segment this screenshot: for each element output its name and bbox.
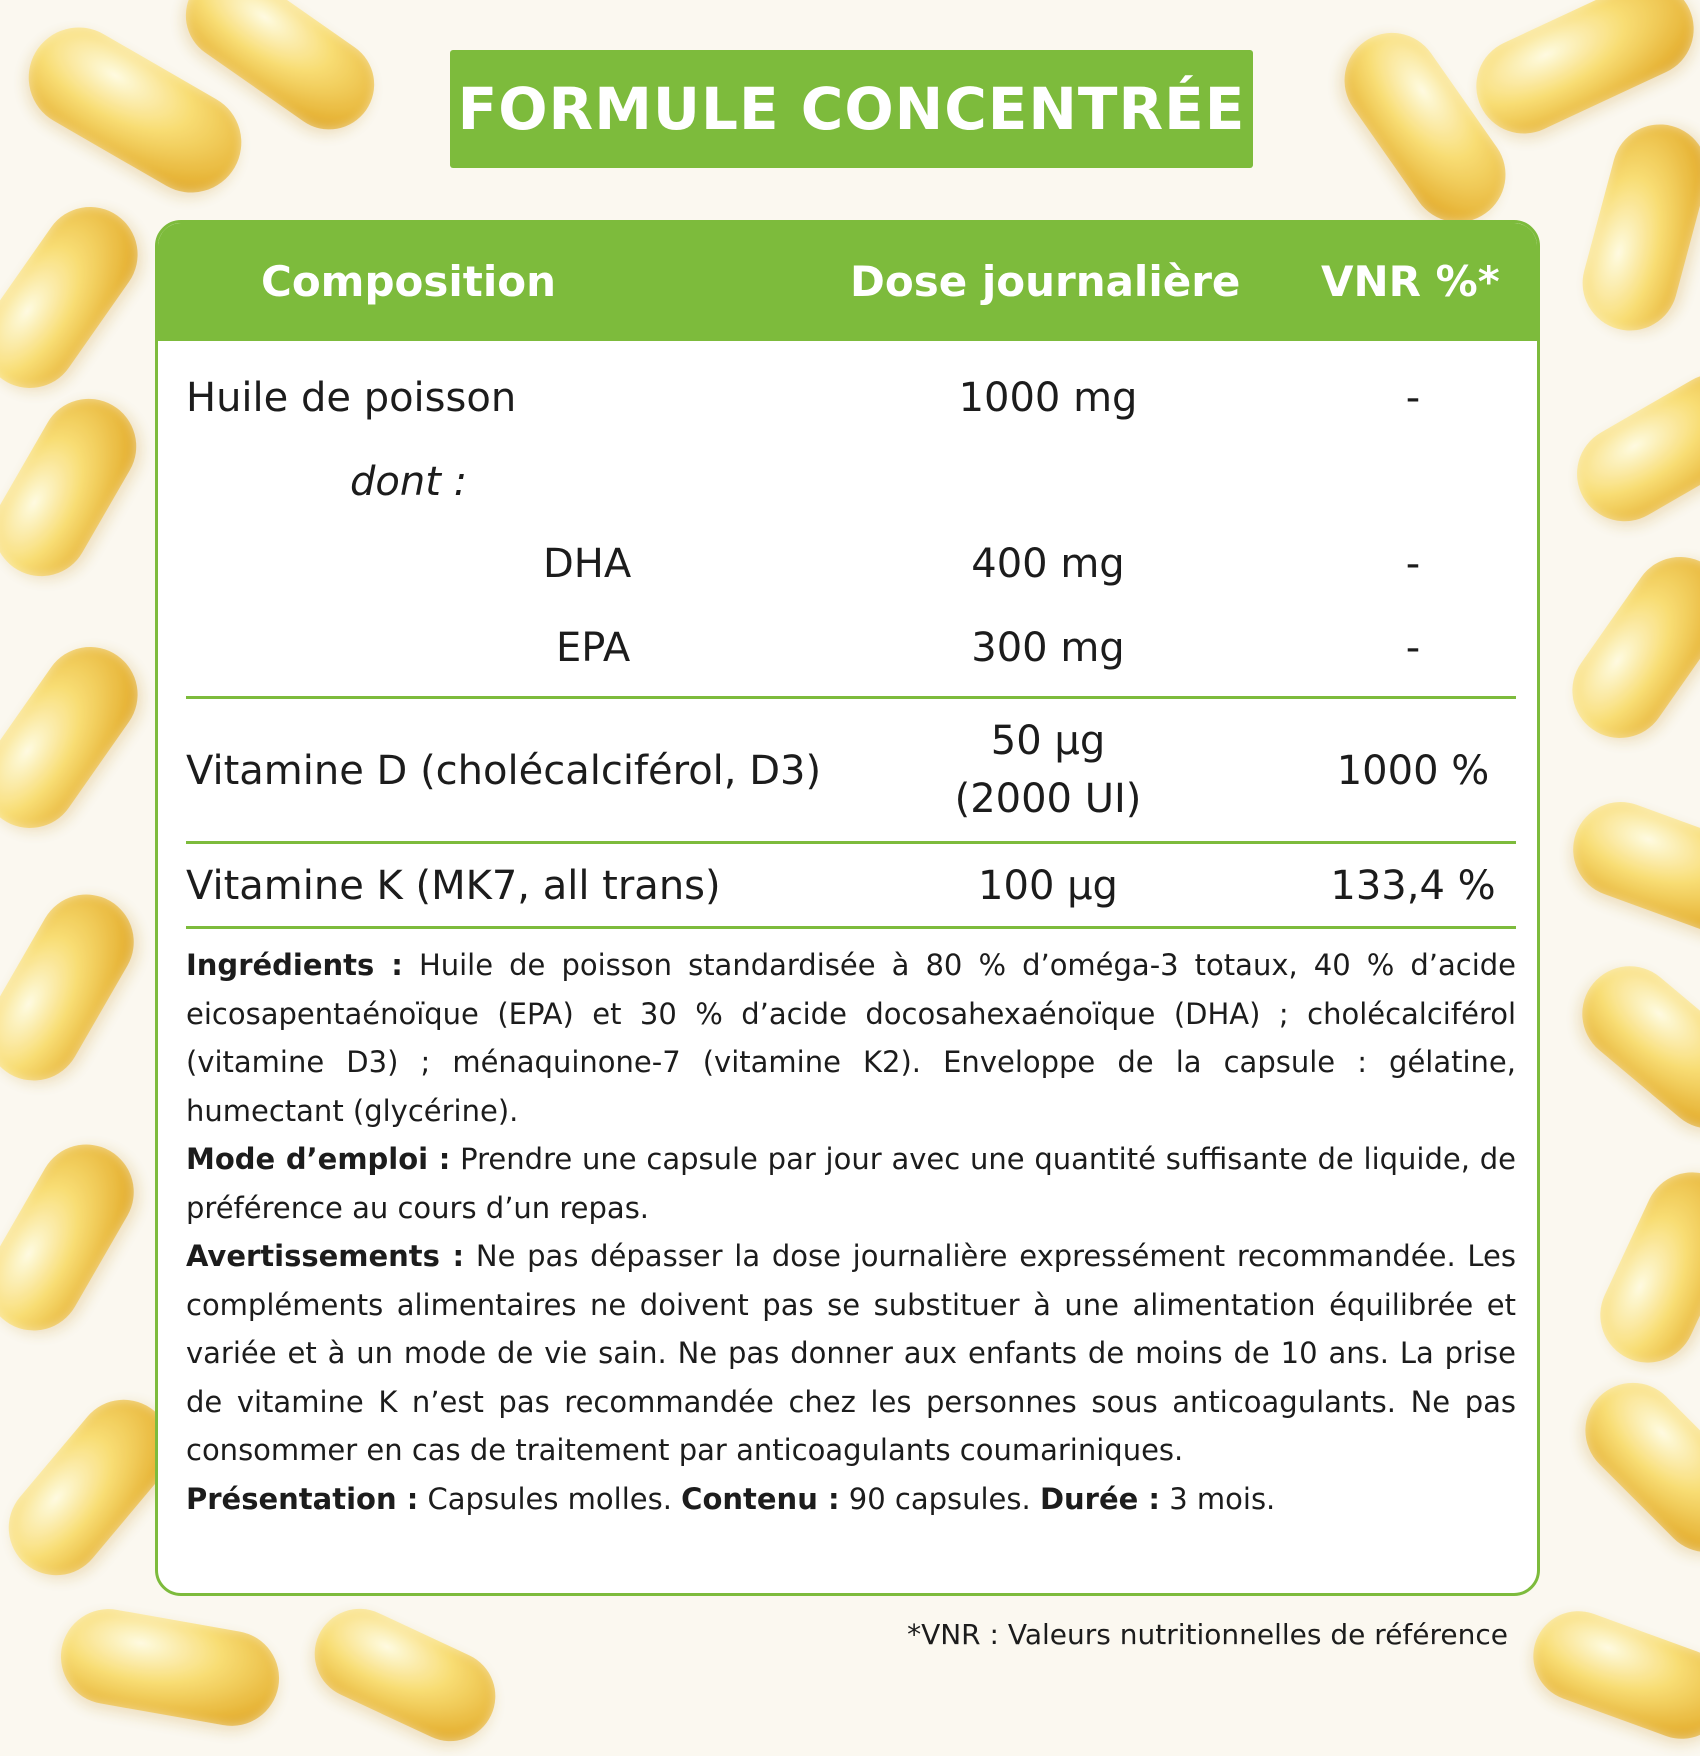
contenu-text: 90 capsules. bbox=[848, 1481, 1031, 1516]
duree-text: 3 mois. bbox=[1169, 1481, 1276, 1516]
row-divider bbox=[186, 926, 1516, 929]
usage-paragraph bbox=[186, 1135, 1516, 1232]
row-dose: 400 mg bbox=[971, 541, 1125, 587]
presentation-label: Présentation : bbox=[186, 1481, 419, 1516]
capsule-image bbox=[1560, 356, 1700, 538]
header-composition: Composition bbox=[261, 257, 556, 306]
row-vnr: - bbox=[1405, 375, 1421, 421]
capsule-image bbox=[53, 1602, 286, 1734]
warnings-label: Avertissements : bbox=[186, 1239, 465, 1273]
composition-card bbox=[155, 220, 1540, 1596]
capsule-image bbox=[1521, 1599, 1700, 1752]
row-vnr: 1000 % bbox=[1336, 748, 1490, 794]
title-banner bbox=[450, 50, 1253, 168]
presentation-text: Capsules molles. bbox=[427, 1481, 672, 1516]
capsule-image bbox=[1554, 538, 1700, 756]
row-composition: DHA bbox=[543, 541, 632, 587]
row-composition: EPA bbox=[556, 625, 631, 671]
capsule-image bbox=[0, 628, 156, 846]
capsule-image bbox=[1560, 789, 1700, 947]
duree-label: Durée : bbox=[1039, 1481, 1161, 1516]
warnings-text: Ne pas dépasser la dose journalière expressément recommandée. Les compléments alimentaires ne doivent pas se substituer à une alimentation équilibrée et variée et à un mode de vie sain. Ne pas donner aux enfants de moins de 10 ans. La prise de vitamine K n’est pas recommandée chez les personnes sous anticoagulants. Ne pas consommer en cas de traitement par anticoagulants coumariniques. bbox=[186, 1239, 1516, 1467]
row-divider bbox=[186, 696, 1516, 699]
capsule-image bbox=[1585, 1157, 1700, 1378]
usage-label: Mode d’emploi : bbox=[186, 1142, 451, 1176]
header-dose: Dose journalière bbox=[850, 257, 1241, 306]
capsule-image bbox=[0, 1127, 151, 1348]
row-vnr: 133,4 % bbox=[1330, 863, 1496, 909]
capsule-image bbox=[0, 188, 156, 406]
header-vnr: VNR %* bbox=[1321, 257, 1500, 306]
row-dose: 100 µg bbox=[978, 863, 1118, 909]
row-divider bbox=[186, 841, 1516, 844]
ingredients-label: Ingrédients : bbox=[186, 948, 403, 982]
page-title: FORMULE CONCENTRÉE bbox=[457, 75, 1246, 143]
footnote: *VNR : Valeurs nutritionnelles de référence bbox=[907, 1618, 1508, 1651]
row-dose: (2000 UI) bbox=[954, 776, 1142, 822]
ingredients-text: Huile de poisson standardisée à 80 % d’oméga-3 totaux, 40 % d’acide eicosapentaénoïque (EPA) et 30 % d’acide docosahexaénoïque (DHA) ; cholécalciférol (vitamine D3) ; ménaquinone-7 (vitamine K2). Enveloppe de la capsule : gélatine, humectant (glycérine). bbox=[186, 948, 1517, 1128]
table-header bbox=[158, 223, 1537, 341]
row-composition: Vitamine D (cholécalciférol, D3) bbox=[186, 748, 822, 794]
warnings-paragraph bbox=[186, 1232, 1516, 1475]
capsule-image bbox=[1572, 114, 1700, 341]
row-dose: 50 µg bbox=[990, 718, 1106, 764]
row-vnr: - bbox=[1405, 541, 1421, 587]
capsule-image bbox=[1566, 1363, 1700, 1572]
capsule-image bbox=[0, 381, 154, 593]
row-composition: Vitamine K (MK7, all trans) bbox=[186, 863, 721, 909]
product-info bbox=[186, 941, 1516, 1523]
row-composition: dont : bbox=[350, 459, 468, 505]
contenu-label: Contenu : bbox=[681, 1481, 840, 1516]
row-vnr: - bbox=[1405, 625, 1421, 671]
ingredients-paragraph bbox=[186, 941, 1516, 1135]
capsule-image bbox=[1563, 947, 1700, 1148]
row-dose: 1000 mg bbox=[958, 375, 1138, 421]
capsule-image bbox=[0, 877, 151, 1098]
row-dose: 300 mg bbox=[971, 625, 1125, 671]
usage-text: Prendre une capsule par jour avec une quantité suffisante de liquide, de préférence au cours d’un repas. bbox=[186, 1142, 1516, 1225]
capsule-image bbox=[300, 1594, 510, 1756]
presentation-paragraph bbox=[186, 1475, 1516, 1524]
row-composition: Huile de poisson bbox=[186, 375, 517, 421]
